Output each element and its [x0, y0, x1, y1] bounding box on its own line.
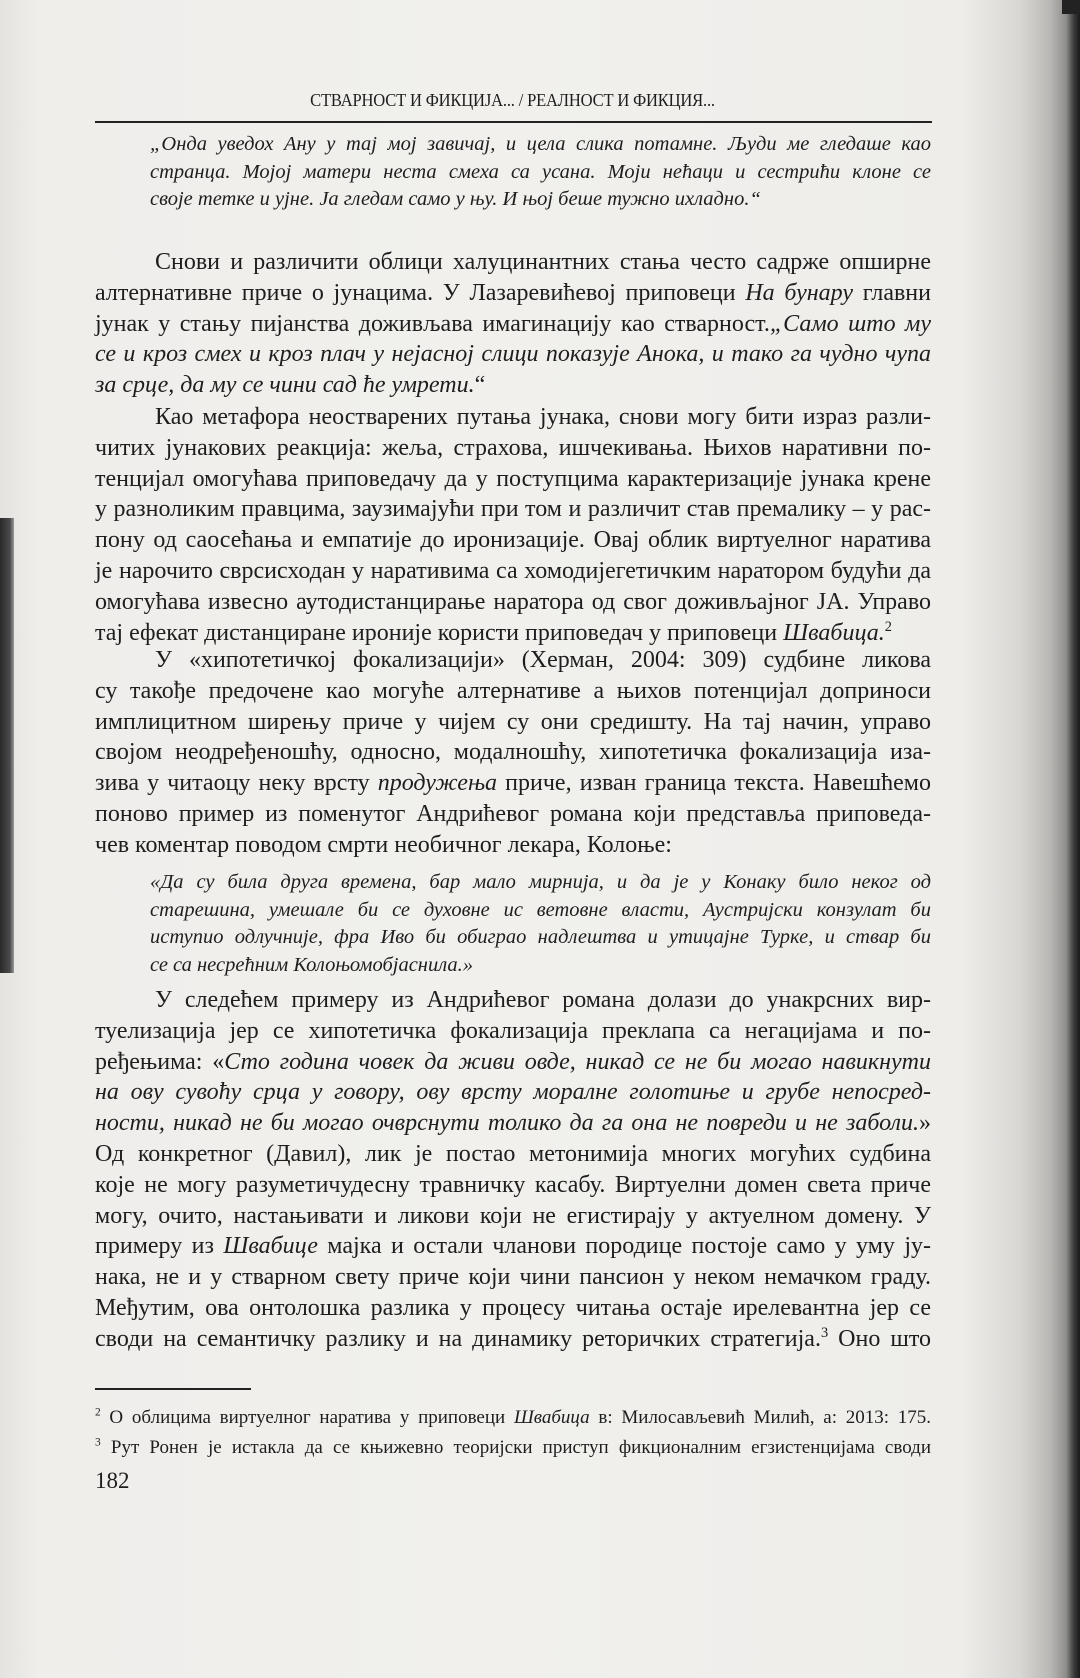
footnote-marker: 2 [884, 618, 892, 635]
text: » [919, 1110, 931, 1137]
text-line [95, 707, 931, 738]
italic-text: «Да су била друга времена, бар мало мирнија, и да је у Конаку било неког од [150, 871, 931, 893]
text: омогућава извесно аутодистанцирање наратора од свог доживљајног ЈА. Управо [95, 588, 931, 615]
text: читих јунакових реакција: жеља, страхова, ишчекивања. Њихов наративни по- [95, 434, 931, 461]
text-line [95, 1170, 931, 1201]
text: У «хипотетичкој фокализацији» (Херман, 2004: 309) судбине ликова [155, 647, 931, 673]
text-line [95, 830, 931, 861]
paragraph-2 [95, 402, 931, 648]
text: јунак у стању пијанства доживљава имагинацију као стварност. [95, 310, 770, 337]
text-line [95, 309, 931, 340]
text: Рут Ронен је истакла да се књижевно теоријски приступ фикционалним егзистенцијама своди [100, 1437, 931, 1458]
italic-text: своје тетке и ујне. Ја гледам само у њу. И њој беше тужно ихладно.“ [150, 188, 761, 211]
text-line [95, 494, 931, 525]
text: пону од саосећања и емпатије до иронизације. Овај облик виртуелног наратива [95, 527, 931, 554]
footnote-marker: 3 [820, 1324, 829, 1341]
text: Као метафора неостварених путања јунака, снови могу бити израз разли- [155, 404, 931, 430]
text: поново пример из поменутог Андрићевог романа који представља приповеда- [95, 800, 931, 827]
italic-text: за срце, да му се чини сад ће умрети. [95, 372, 475, 399]
text: које не могу разуметичудесну травничку касабу. Виртуелни домен света приче [95, 1171, 931, 1198]
text: Међутим, ова онтолошка разлика у процесу читања остаје ирелевантна јер се [95, 1294, 931, 1321]
text-line [95, 618, 931, 649]
text-line [150, 952, 931, 980]
text: су такође предочене као могуће алтернативе а њихов потенцијал доприноси [95, 677, 931, 704]
text-line [150, 131, 931, 159]
text: главни [853, 279, 931, 306]
text-line [95, 433, 931, 464]
text-line [95, 645, 931, 676]
italic-text: се и кроз смех и кроз плач у нејасној слици показује Анока, и тако га чудно чупа [95, 341, 931, 368]
text-line [95, 1403, 931, 1433]
text: туелизација јер се хипотетичка фокализација преклапа са негацијама и по- [95, 1017, 931, 1044]
paragraph-3 [95, 645, 931, 861]
text: У следећем примеру из Андрићевог романа долази до унакрсних вир- [155, 987, 931, 1013]
text-line [95, 556, 931, 587]
text: је нарочито сврсисходан у наративима са хомодијегетичким наратором будући да [95, 557, 931, 584]
text: нака, не и у стварном свету приче који чини пансион у неком немачком граду. [95, 1264, 931, 1291]
page-number: 182 [95, 1468, 130, 1493]
text: својом неодређеношћу, односно, модалношћу, хипотетичка фокализација иза- [95, 739, 931, 766]
italic-text: Швабица. [783, 619, 885, 646]
text: примеру из [95, 1233, 224, 1260]
italic-text: На бунару [745, 279, 854, 306]
text-line [95, 676, 931, 707]
text: мајка и остали чланови породице постоје само у уму ју- [317, 1233, 931, 1260]
block-quote-2 [150, 869, 931, 980]
page-corner-shadow [1062, 0, 1080, 14]
text-line [95, 1293, 931, 1324]
text: Снови и различити облици халуцинантних стања често садрже опширне [155, 249, 931, 275]
footnote-marker: 3 [95, 1436, 101, 1449]
text-line [95, 985, 931, 1016]
text-line [95, 1016, 931, 1047]
italic-text: на ову сувоћу срца у говору, ову врсту моралне голотиње и грубе непосред- [95, 1079, 931, 1106]
italic-text: иступио одлучније, фра Иво би обиграо надлештва и утицајне Турке, и ствар би [150, 926, 931, 949]
text-line [95, 278, 931, 309]
text-line [95, 370, 931, 401]
text-line [95, 1262, 931, 1293]
text-line [150, 869, 931, 897]
text: в: Милосављевић Милић, а: 2013: 175. [589, 1407, 931, 1428]
text-line [95, 1231, 931, 1262]
text-line [95, 402, 931, 433]
text-line [95, 587, 931, 618]
italic-text: старешина, умешале би се духовне ис ветовне власти, Аустријски конзулат би [150, 898, 931, 921]
text-line [95, 247, 931, 278]
italic-text: „Онда уведох Ану у тај мој завичај, и цела слика потамне. Људи ме гледаше као [150, 133, 931, 155]
text-line [95, 1077, 931, 1108]
text: чев коментар поводом смрти необичног лекара, Колоње: [95, 831, 672, 858]
text-line [95, 1324, 931, 1355]
footnote-marker: 2 [95, 1406, 101, 1419]
italic-text: Швабица [513, 1407, 590, 1428]
text-line [150, 897, 931, 925]
block-quote-1 [150, 131, 931, 214]
italic-text: Сто година човек да живи овде, никад се не би могао навикнути [224, 1048, 931, 1075]
text-line [95, 464, 931, 495]
italic-text: Швабице [223, 1233, 318, 1260]
header-rule [95, 121, 932, 123]
footnote-rule [95, 1388, 251, 1390]
text-line [95, 1139, 931, 1170]
text: тај ефекат дистанциране ироније користи приповедач у приповеци [95, 619, 784, 646]
text: Оно што [828, 1325, 931, 1352]
text: тенцијал омогућава приповедачу да у поступцима карактеризације јунака крене [95, 465, 931, 492]
text: алтернативне приче о јунацима. У Лазаревићевој приповеци [95, 279, 746, 306]
paragraph-4 [95, 985, 931, 1355]
text-line [150, 159, 931, 187]
text-line [150, 186, 931, 214]
text-line [95, 1108, 931, 1139]
text-line [150, 924, 931, 952]
text-line [95, 339, 931, 370]
text: “ [474, 372, 486, 399]
text-line [95, 525, 931, 556]
text: своди на семантичку разлику и на динамику реторичких стратегија. [95, 1325, 821, 1352]
text: О облицима виртуелног наратива у приповеци [100, 1407, 514, 1428]
text-line [95, 1047, 931, 1078]
text-line [95, 1433, 931, 1463]
text-line [95, 799, 931, 830]
italic-text: ности, никад не би могао очврснути толико да га она не повреди и не заболи. [95, 1110, 919, 1137]
running-header: СТВАРНОСТ И ФИКЦИЈА... / РЕАЛНОСТ И ФИКЦИЯ... [310, 90, 715, 110]
binding-edge [0, 518, 14, 973]
italic-text: „Само што му [769, 310, 931, 337]
text: зива у читаоцу неку врсту [95, 770, 378, 797]
text: у разноликим правцима, заузимајући при том и различит став премалику – у рас- [95, 496, 931, 523]
text: приче, изван граница текста. Навешћемо [497, 770, 931, 797]
text: ређењима: « [95, 1048, 225, 1075]
text-line [95, 768, 931, 799]
text: могу, очито, настањивати и ликови који не егистирају у актуелном домену. У [95, 1202, 931, 1229]
text-line [95, 1201, 931, 1232]
paragraph-1 [95, 247, 931, 401]
italic-text: продужења [377, 770, 498, 797]
text: имплицитном ширењу приче у чијем су они средишту. На тај начин, управо [95, 708, 931, 735]
italic-text: се са несрећним Колоњомобјаснила.» [150, 954, 474, 977]
text-line [95, 737, 931, 768]
italic-text: странца. Мојој матери неста смеха са усана. Моји нећаци и сестрићи клоне се [150, 160, 931, 183]
text: Од конкретног (Давил), лик је постао метонимија многих могућих судбина [95, 1140, 931, 1167]
footnotes [95, 1403, 931, 1463]
